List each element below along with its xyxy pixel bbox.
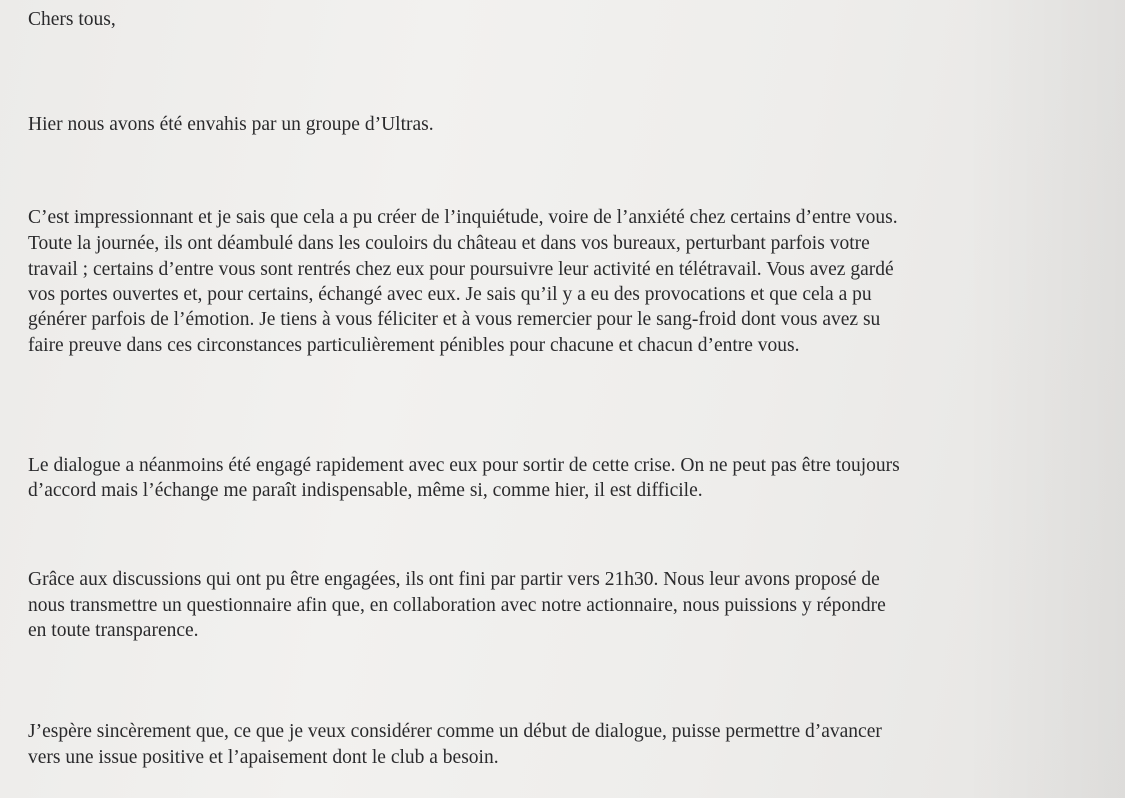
paragraph-2-line-2: Toute la journée, ils ont déambulé dans les couloirs du château et dans vos bureaux, perturbant parfois votre	[28, 233, 870, 254]
paragraph-1-line-1: Hier nous avons été envahis par un groupe d’Ultras.	[28, 114, 434, 135]
paragraph-2-line-3: travail ; certains d’entre vous sont rentrés chez eux pour poursuivre leur activité en télétravail. Vous avez gardé	[28, 259, 894, 280]
paragraph-5-line-1: J’espère sincèrement que, ce que je veux considérer comme un début de dialogue, puisse permettre d’avancer	[28, 721, 882, 742]
paragraph-2-line-5: générer parfois de l’émotion. Je tiens à vous féliciter et à vous remercier pour le sang-froid dont vous avez su	[28, 309, 881, 330]
paragraph-3-line-1: Le dialogue a néanmoins été engagé rapidement avec eux pour sortir de cette crise. On ne peut pas être toujours	[28, 455, 900, 476]
paragraph-5-line-2: vers une issue positive et l’apaisement dont le club a besoin.	[28, 747, 499, 768]
paragraph-4-line-3: en toute transparence.	[28, 620, 199, 641]
paragraph-4-line-2: nous transmettre un questionnaire afin que, en collaboration avec notre actionnaire, nous puissions y répondre	[28, 595, 886, 616]
paragraph-3-line-2: d’accord mais l’échange me paraît indispensable, même si, comme hier, il est difficile.	[28, 480, 703, 501]
paragraph-2-line-1: C’est impressionnant et je sais que cela a pu créer de l’inquiétude, voire de l’anxiété chez certains d’entre vous.	[28, 207, 898, 228]
paragraph-2-line-4: vos portes ouvertes et, pour certains, échangé avec eux. Je sais qu’il y a eu des provocations et que cela a pu	[28, 284, 872, 305]
paragraph-4-line-1: Grâce aux discussions qui ont pu être engagées, ils ont fini par partir vers 21h30. Nous leur avons proposé de	[28, 569, 880, 590]
paragraph-2-line-6: faire preuve dans ces circonstances particulièrement pénibles pour chacune et chacun d’entre vous.	[28, 335, 800, 356]
salutation: Chers tous,	[28, 9, 116, 30]
